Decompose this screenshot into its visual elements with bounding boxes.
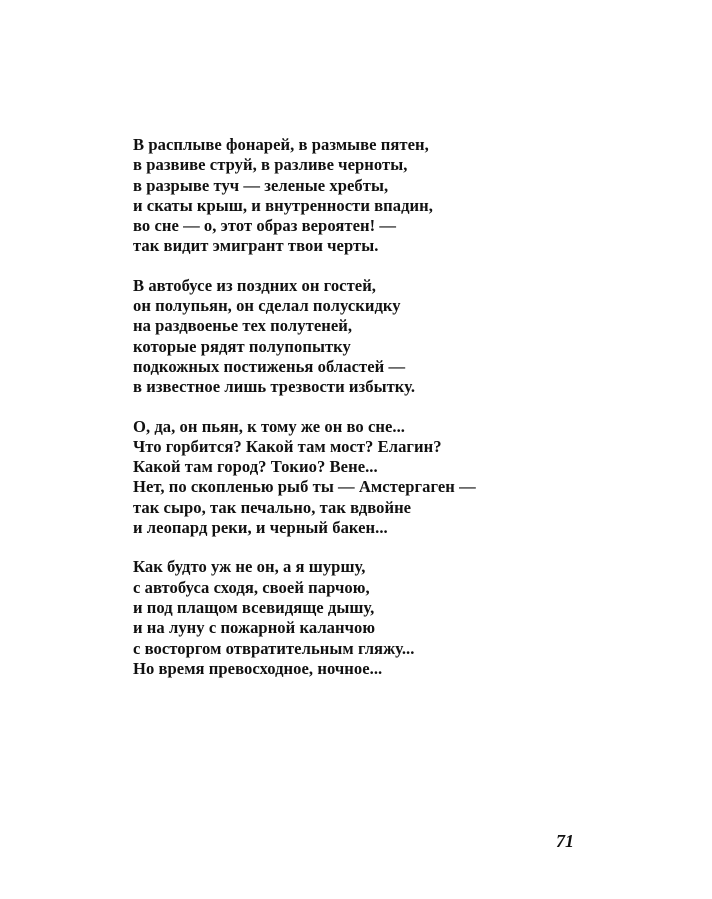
poem-line: Нет, по скопленью рыб ты — Амстергаген — [133, 477, 476, 497]
stanza-4 [133, 557, 633, 679]
poem-line: Но время превосходное, ночное... [133, 658, 383, 678]
poem-line: с автобуса сходя, своей парчою, [133, 577, 370, 597]
poem-line: Как будто уж не он, а я шуршу, [133, 557, 366, 577]
stanza-3 [133, 417, 633, 539]
poem-line: в известное лишь трезвости избытку. [133, 377, 416, 397]
poem-line: в разрыве туч — зеленые хребты, [133, 175, 389, 195]
poem-line: так сыро, так печально, так вдвойне [133, 497, 412, 517]
stanza-1 [133, 135, 633, 257]
poem-line: во сне — о, этот образ вероятен! — [133, 216, 397, 236]
poem-line: и на луну с пожарной каланчою [133, 618, 376, 638]
poem-line: Какой там город? Токио? Вене... [133, 457, 378, 477]
poem-body [133, 135, 633, 698]
poem-line: В расплыве фонарей, в размыве пятен, [133, 135, 429, 154]
poem-line: он полупьян, он сделал полускидку [133, 296, 401, 316]
poem-line: с восторгом отвратительным гляжу... [133, 638, 415, 658]
poem-line: Что горбится? Какой там мост? Елагин? [133, 436, 442, 456]
poem-line: и скаты крыш, и внутренности впадин, [133, 195, 433, 215]
page-number: 71 [556, 831, 574, 851]
stanza-2 [133, 276, 633, 398]
poem-line: на раздвоенье тех полутеней, [133, 316, 353, 336]
poem-line: подкожных постиженья областей — [133, 356, 406, 376]
poem-line: которые рядят полупопытку [133, 336, 351, 356]
poem-line: В автобусе из поздних он гостей, [133, 275, 377, 295]
poem-line: и леопард реки, и черный бакен... [133, 518, 388, 538]
poem-line: так видит эмигрант твои черты. [133, 236, 379, 256]
poem-line: О, да, он пьян, к тому же он во сне... [133, 416, 406, 436]
poem-line: и под плащом всевидяще дышу, [133, 597, 375, 617]
poem-line: в развиве струй, в разливе черноты, [133, 155, 408, 175]
